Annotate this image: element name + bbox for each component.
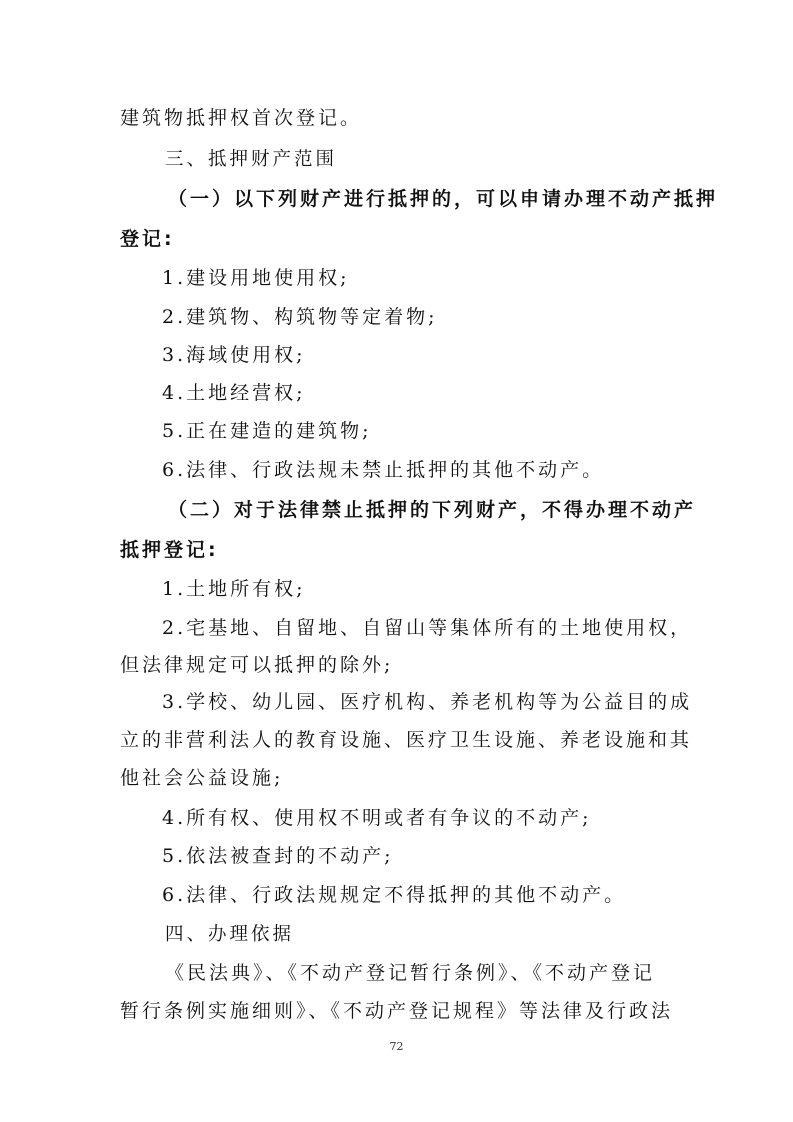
subsection-heading-1: （一）以下列财产进行抵押的，可以申请办理不动产抵押 <box>168 188 719 210</box>
list-item: 5.依法被查封的不动产; <box>162 845 394 867</box>
subsection-heading-2: （二）对于法律禁止抵押的下列财产，不得办理不动产 <box>168 499 697 521</box>
list-item: 4.土地经营权; <box>162 382 306 404</box>
paragraph-continuation: 暂行条例实施细则》、《不动产登记规程》等法律及行政法 <box>120 1000 674 1022</box>
section-heading-3: 三、抵押财产范围 <box>165 149 338 170</box>
paragraph-continuation: 建筑物抵押权首次登记。 <box>120 107 363 129</box>
list-item: 1.土地所有权; <box>162 578 306 600</box>
list-item: 2.建筑物、构筑物等定着物; <box>162 306 438 328</box>
list-item: 4.所有权、使用权不明或者有争议的不动产; <box>162 807 592 829</box>
list-item: 1.建设用地使用权; <box>162 267 350 289</box>
list-item-continuation: 他社会公益设施; <box>120 767 284 789</box>
list-item-continuation: 但法律规定可以抵押的除外; <box>120 654 394 676</box>
list-item: 3.海域使用权; <box>162 344 306 366</box>
list-item: 6.法律、行政法规未禁止抵押的其他不动产。 <box>162 459 605 481</box>
page-number: 72 <box>389 1040 404 1053</box>
list-item: 6.法律、行政法规规定不得抵押的其他不动产。 <box>162 884 627 906</box>
list-item-continuation: 立的非营利法人的教育设施、医疗卫生设施、养老设施和其 <box>120 729 693 751</box>
paragraph: 《民法典》、《不动产登记暂行条例》、《不动产登记 <box>165 962 656 984</box>
section-heading-4: 四、办理依据 <box>165 924 295 945</box>
list-item: 5.正在建造的建筑物; <box>162 420 372 442</box>
list-item: 3.学校、幼儿园、医疗机构、养老机构等为公益目的成 <box>162 691 693 713</box>
subsection-heading-2-continuation: 抵押登记: <box>120 539 219 561</box>
list-item: 2.宅基地、自留地、自留山等集体所有的土地使用权， <box>162 617 693 639</box>
subsection-heading-1-continuation: 登记: <box>120 228 175 250</box>
